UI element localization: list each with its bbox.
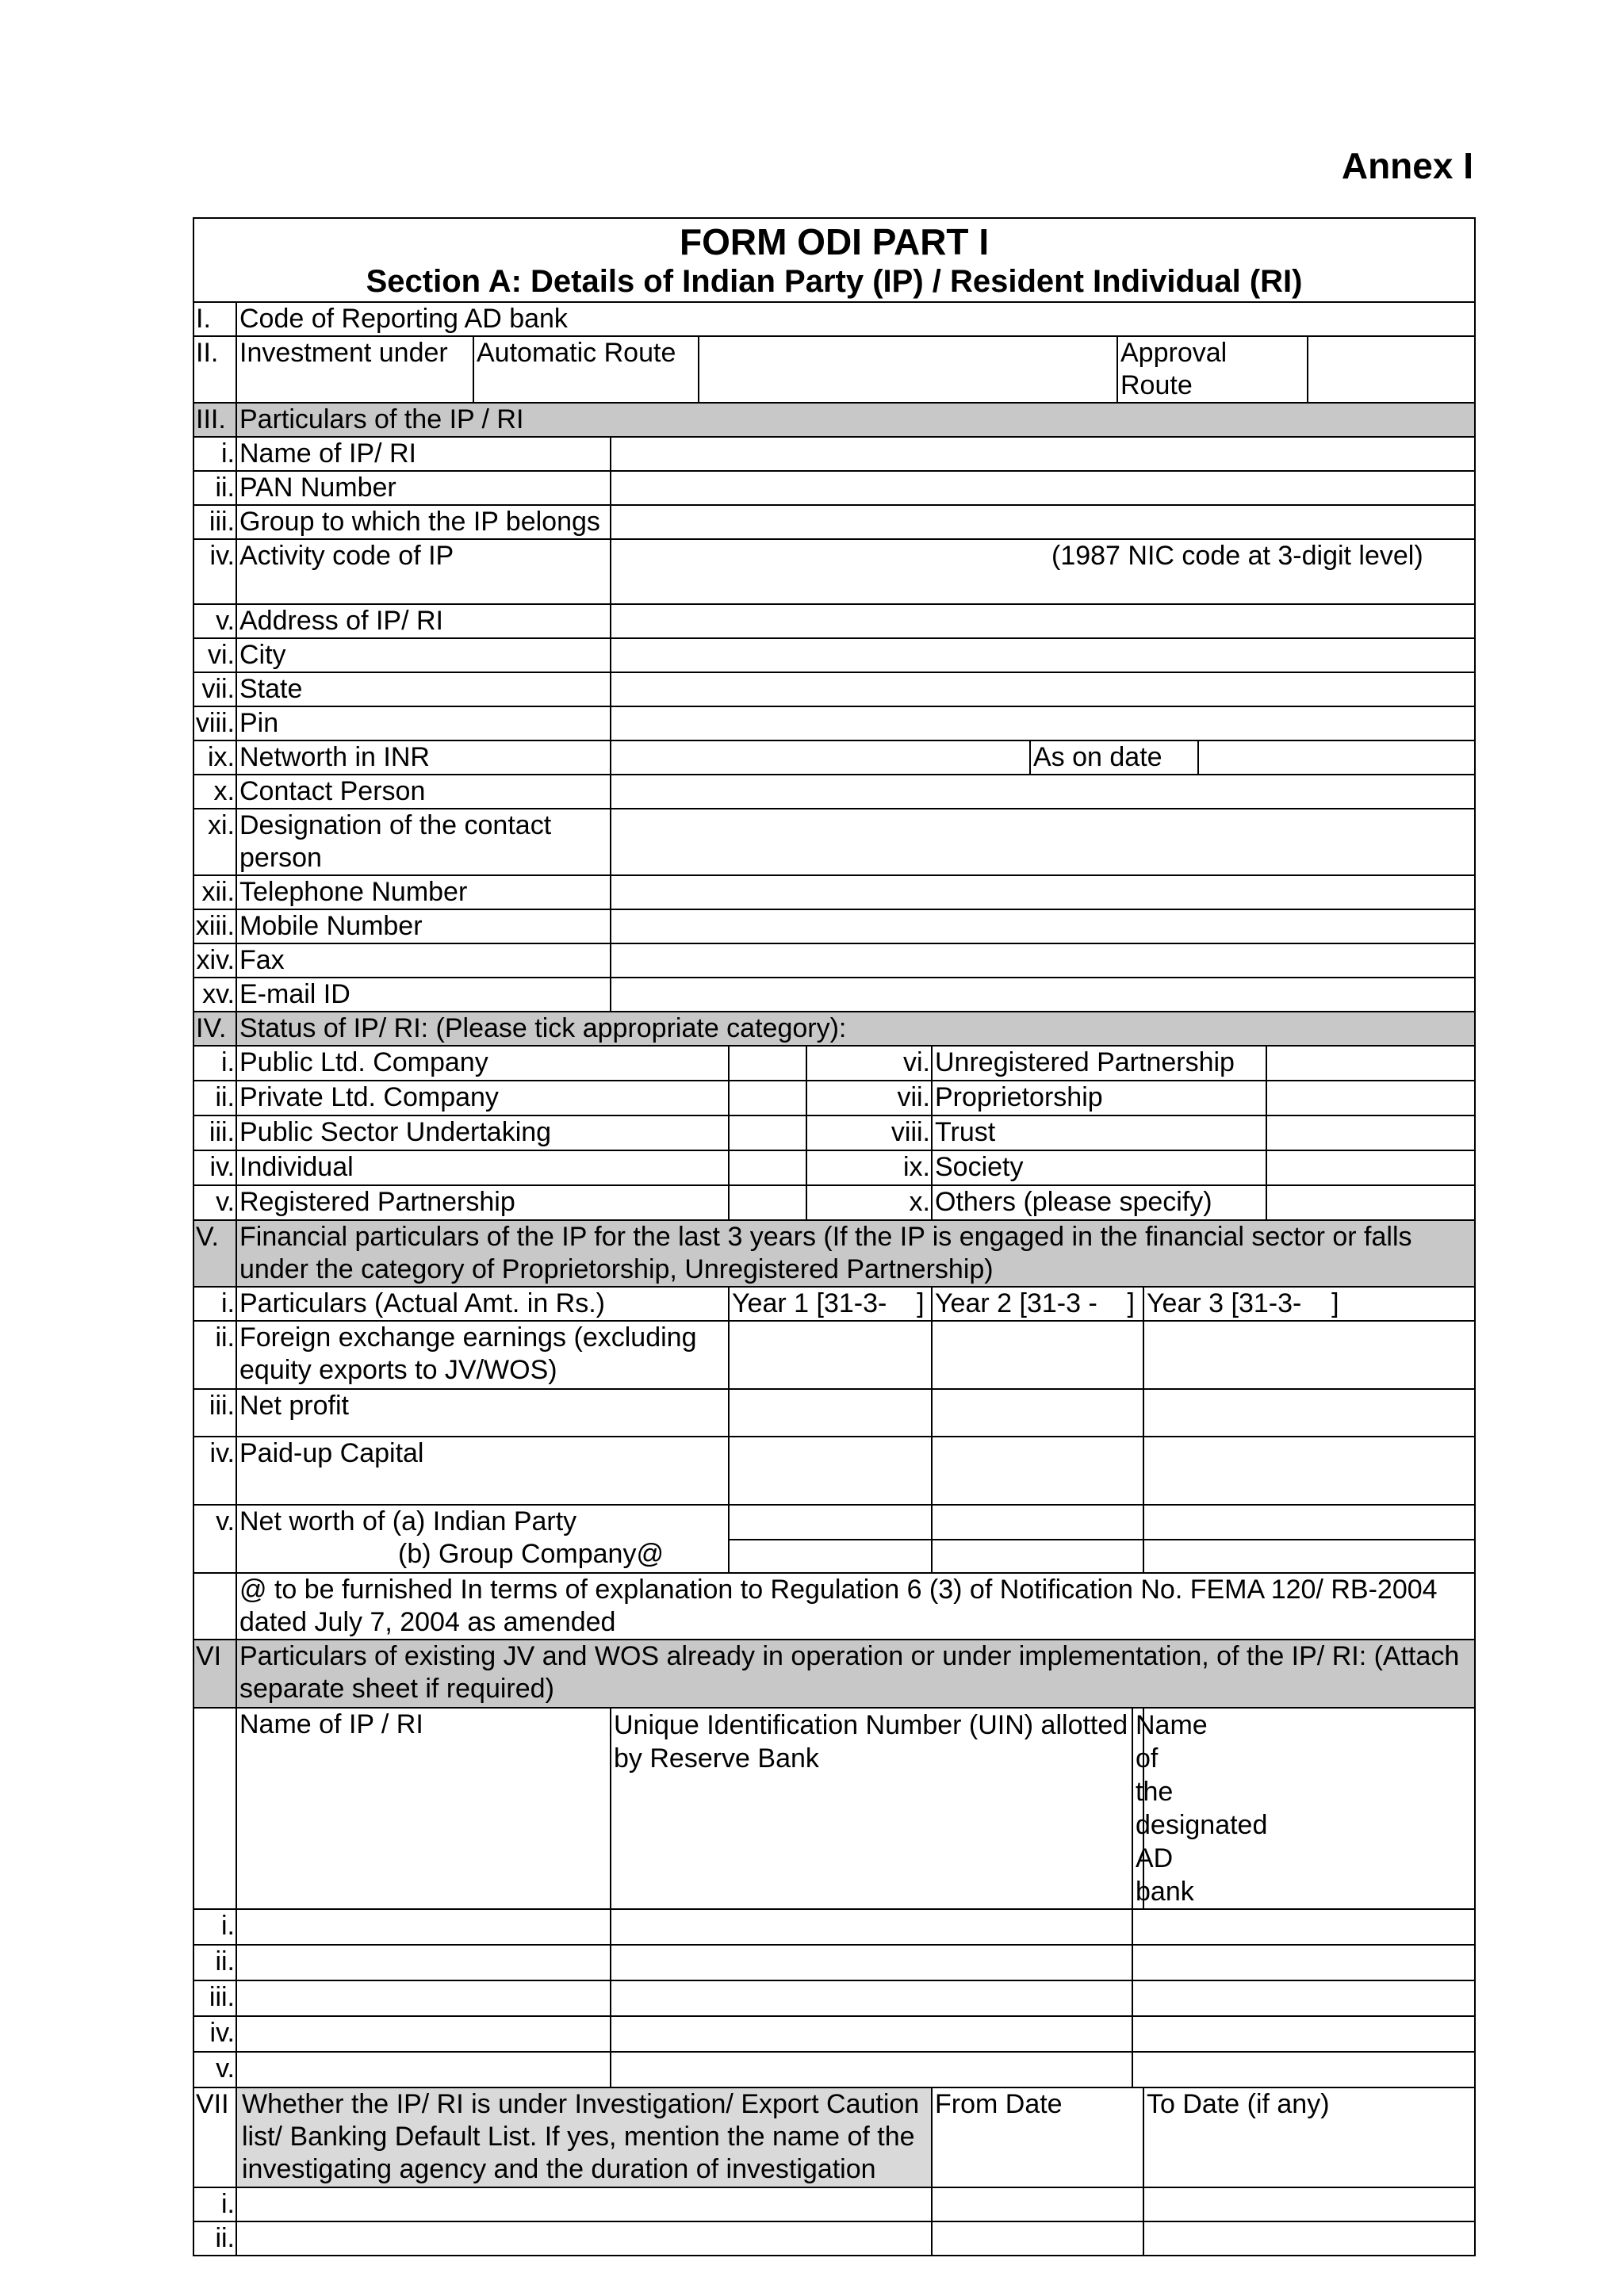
status-row: iii. Public Sector Undertaking viii. Trust bbox=[193, 1115, 1475, 1150]
section-iii-header: III. Particulars of the IP / RI bbox=[193, 403, 1475, 437]
year1-input[interactable] bbox=[729, 1437, 932, 1505]
status-row: v. Registered Partnership x. Others (please specify) bbox=[193, 1185, 1475, 1220]
year3-input[interactable] bbox=[1143, 1389, 1475, 1437]
financial-header-row: i. Particulars (Actual Amt. in Rs.) Year 1 [31-3- ] Year 2 [31-3 - ] Year 3 [31-3- ] bbox=[193, 1287, 1475, 1321]
form-header bbox=[193, 218, 1475, 302]
field-row-mobile: xiii. Mobile Number bbox=[193, 909, 1475, 943]
city-input[interactable] bbox=[611, 638, 1475, 672]
financial-row-net-profit: iii. Net profit bbox=[193, 1389, 1475, 1437]
field-row-email: xv. E-mail ID bbox=[193, 978, 1475, 1012]
status-checkbox[interactable] bbox=[1266, 1081, 1475, 1115]
jv-row: ii. bbox=[193, 1945, 1475, 1980]
pin-input[interactable] bbox=[611, 706, 1475, 740]
jv-row: iv. bbox=[193, 2016, 1475, 2052]
year3-input[interactable] bbox=[1143, 1437, 1475, 1505]
jv-row: i. bbox=[193, 1909, 1475, 1945]
networth-input[interactable] bbox=[611, 741, 1030, 774]
nic-code-note: (1987 NIC code at 3-digit level) bbox=[1051, 541, 1423, 571]
status-checkbox[interactable] bbox=[729, 1185, 806, 1220]
contact-person-input[interactable] bbox=[611, 775, 1475, 809]
section-vi-header: VI Particulars of existing JV and WOS already in operation or under implementation, of the IP/ RI: (Attach separate sheet if required) bbox=[193, 1640, 1475, 1708]
field-row-state: vii. State bbox=[193, 672, 1475, 706]
to-date-label: To Date (if any) bbox=[1143, 2087, 1475, 2187]
automatic-route-label: Automatic Route bbox=[473, 337, 699, 402]
status-row: iv. Individual ix. Society bbox=[193, 1150, 1475, 1185]
section-vii-row: VII Whether the IP/ RI is under Investigation/ Export Caution list/ Banking Default List. If yes, mention the name of the investigating agency and the duration of investigation From Date To Date (if any) bbox=[193, 2087, 1475, 2187]
investigation-question: Whether the IP/ RI is under Investigation/ Export Caution list/ Banking Default List. If yes, mention the name of the investigating agency and the duration of investigation bbox=[236, 2087, 932, 2187]
section-iv-header: IV. Status of IP/ RI: (Please tick appropriate category): bbox=[193, 1012, 1475, 1046]
form-odi-table bbox=[193, 217, 1476, 2256]
year2-input[interactable] bbox=[932, 1321, 1143, 1389]
row-reporting-ad-bank: I. Code of Reporting AD bank bbox=[193, 302, 1475, 336]
status-checkbox[interactable] bbox=[1266, 1150, 1475, 1185]
year3-header: Year 3 [31-3- ] bbox=[1143, 1287, 1475, 1321]
year1-input[interactable] bbox=[729, 1321, 932, 1389]
section-v-header: V. Financial particulars of the IP for the last 3 years (If the IP is engaged in the financial sector or falls under the category of Proprietorship, Unregistered Partnership) bbox=[193, 1220, 1475, 1287]
financial-row-paid-up: iv. Paid-up Capital bbox=[193, 1437, 1475, 1505]
investigation-row: ii. bbox=[193, 2221, 1475, 2256]
field-row-contact-person: x. Contact Person bbox=[193, 775, 1475, 809]
annex-label: Annex I bbox=[1341, 145, 1473, 186]
status-checkbox[interactable] bbox=[729, 1150, 806, 1185]
year1-input[interactable] bbox=[729, 1540, 932, 1573]
state-input[interactable] bbox=[611, 672, 1475, 706]
investment-under-label: Investment under bbox=[239, 338, 448, 368]
field-row-group: iii. Group to which the IP belongs bbox=[193, 505, 1475, 539]
activity-code-input[interactable] bbox=[611, 539, 1475, 604]
telephone-input[interactable] bbox=[611, 875, 1475, 909]
designation-input[interactable] bbox=[611, 809, 1475, 875]
status-checkbox[interactable] bbox=[729, 1115, 806, 1150]
status-row: ii. Private Ltd. Company vii. Proprietorship bbox=[193, 1081, 1475, 1115]
field-row-pin: viii. Pin bbox=[193, 706, 1475, 740]
year1-input[interactable] bbox=[729, 1505, 932, 1540]
year3-input[interactable] bbox=[1143, 1321, 1475, 1389]
group-input[interactable] bbox=[611, 505, 1475, 539]
field-row-networth: ix. Networth in INR As on date bbox=[193, 740, 1475, 775]
name-input[interactable] bbox=[611, 437, 1475, 471]
row-investment-under: II. Investment under Automatic Route Approval Route bbox=[193, 336, 1475, 403]
status-checkbox[interactable] bbox=[1266, 1046, 1475, 1081]
year3-input[interactable] bbox=[1143, 1540, 1475, 1573]
field-row-telephone: xii. Telephone Number bbox=[193, 875, 1475, 909]
investigation-row: i. bbox=[193, 2187, 1475, 2221]
from-date-label: From Date bbox=[932, 2087, 1143, 2187]
year1-header: Year 1 [31-3- ] bbox=[729, 1287, 932, 1321]
as-on-date-label: As on date bbox=[1030, 741, 1198, 774]
field-row-fax: xiv. Fax bbox=[193, 943, 1475, 978]
status-checkbox[interactable] bbox=[729, 1081, 806, 1115]
approval-route-label: Approval Route bbox=[1117, 337, 1308, 402]
address-input[interactable] bbox=[611, 604, 1475, 638]
year2-input[interactable] bbox=[932, 1505, 1143, 1540]
group-company-footnote: @ to be furnished In terms of explanation to Regulation 6 (3) of Notification No. FEMA 120/ RB-2004 dated July 7, 2004 as amended bbox=[236, 1573, 1475, 1640]
email-input[interactable] bbox=[611, 978, 1475, 1012]
jv-header-row: Name of IP / RI Unique Identification Number (UIN) allotted by Reserve Bank Name of the designated AD bank bbox=[193, 1708, 1475, 1909]
field-row-activity-code: iv. Activity code of IP (1987 NIC code at 3-digit level) bbox=[193, 539, 1475, 604]
year3-input[interactable] bbox=[1143, 1505, 1475, 1540]
field-row-city: vi. City bbox=[193, 638, 1475, 672]
status-row: i. Public Ltd. Company vi. Unregistered Partnership bbox=[193, 1046, 1475, 1081]
field-row-name: i. Name of IP/ RI bbox=[193, 437, 1475, 471]
jv-row: iii. bbox=[193, 1980, 1475, 2016]
mobile-input[interactable] bbox=[611, 909, 1475, 943]
financial-row-forex: ii. Foreign exchange earnings (excluding equity exports to JV/WOS) bbox=[193, 1321, 1475, 1389]
as-on-date-input[interactable] bbox=[1198, 741, 1474, 774]
field-row-address: v. Address of IP/ RI bbox=[193, 604, 1475, 638]
field-row-pan: ii. PAN Number bbox=[193, 471, 1475, 505]
approval-route-input[interactable] bbox=[1308, 337, 1474, 402]
status-checkbox[interactable] bbox=[729, 1046, 806, 1081]
field-row-designation: xi. Designation of the contact person bbox=[193, 809, 1475, 875]
year2-input[interactable] bbox=[932, 1437, 1143, 1505]
section-a-title: Section A: Details of Indian Party (IP) / Resident Individual (RI) bbox=[366, 264, 1303, 299]
fax-input[interactable] bbox=[611, 943, 1475, 978]
status-checkbox[interactable] bbox=[1266, 1185, 1475, 1220]
status-checkbox[interactable] bbox=[1266, 1115, 1475, 1150]
footnote-row bbox=[193, 1573, 1475, 1640]
year1-input[interactable] bbox=[729, 1389, 932, 1437]
financial-row-networth-a: v. Net worth of (a) Indian Party (b) Group Company@ bbox=[193, 1505, 1475, 1540]
pan-input[interactable] bbox=[611, 471, 1475, 505]
year2-input[interactable] bbox=[932, 1540, 1143, 1573]
year2-input[interactable] bbox=[932, 1389, 1143, 1437]
form-title: FORM ODI PART I bbox=[679, 221, 990, 262]
automatic-route-input[interactable] bbox=[699, 337, 1117, 402]
year2-header: Year 2 [31-3 - ] bbox=[932, 1287, 1143, 1321]
jv-row: v. bbox=[193, 2052, 1475, 2087]
